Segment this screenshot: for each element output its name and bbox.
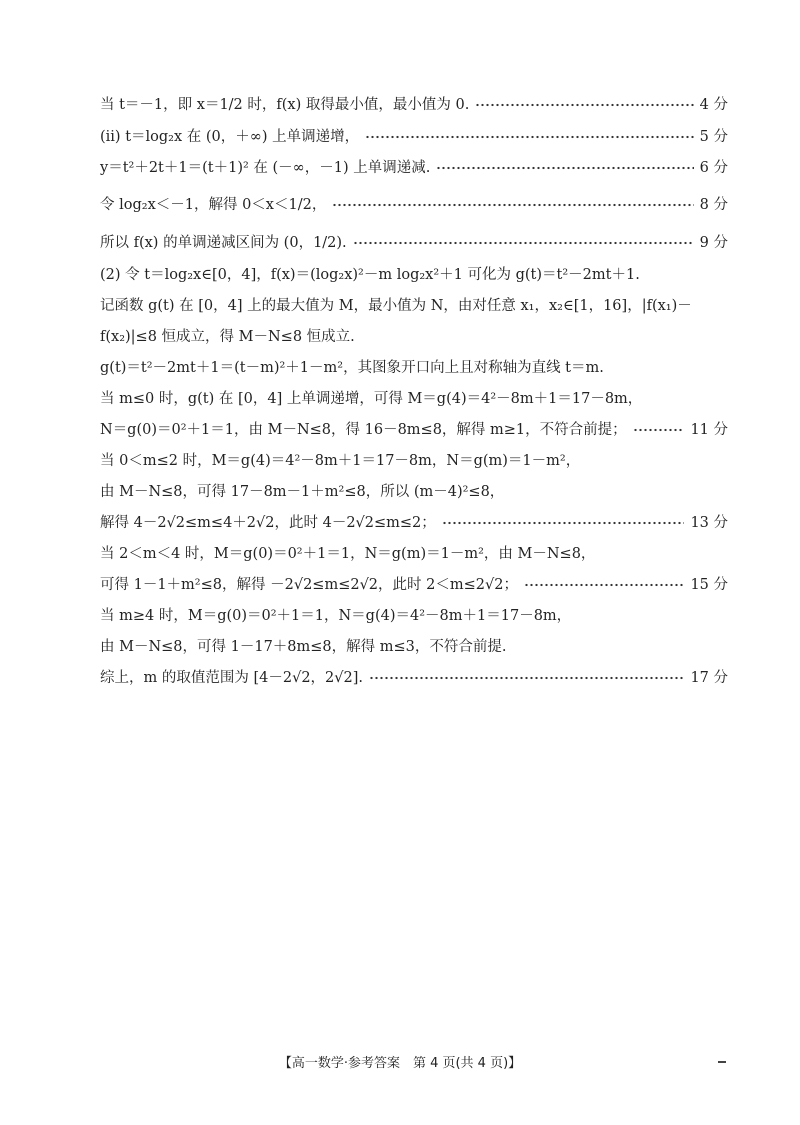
solution-text: (ⅱ) t＝log₂x 在 (0，＋∞) 上单调递增， — [100, 129, 360, 145]
solution-line-19 — [100, 667, 728, 689]
solution-text: f(x₂)|≤8 恒成立，得 M－N≤8 恒成立. — [100, 329, 355, 345]
solution-text: 记函数 g(t) 在 [0，4] 上的最大值为 M，最小值为 N，由对任意 x₁，x₂∈[1，16]，|f(x₁)－ — [100, 298, 692, 314]
solution-line-2 — [100, 126, 728, 148]
solution-line-17 — [100, 605, 728, 627]
page-footer: 【高一数学·参考答案 第 4 页(共 4 页)】 — [278, 1056, 522, 1071]
solution-text: 可得 1－1＋m²≤8，解得 －2√2≤m≤2√2，此时 2＜m≤2√2； — [100, 577, 518, 593]
dot-leader — [524, 583, 684, 587]
dot-leader — [436, 166, 693, 170]
solution-line-11 — [100, 419, 728, 441]
solution-text: 解得 4－2√2≤m≤4＋2√2，此时 4－2√2≤m≤2； — [100, 515, 436, 531]
score-label: 5 分 — [699, 129, 728, 145]
solution-content — [100, 88, 728, 698]
solution-text: 当 m≥4 时，M＝g(0)＝0²＋1＝1，N＝g(4)＝4²－8m＋1＝17－8m， — [100, 608, 572, 624]
solution-text: 所以 f(x) 的单调递减区间为 (0，1/2). — [100, 235, 347, 251]
solution-text: y＝t²＋2t＋1＝(t＋1)² 在 (－∞，－1) 上单调递减. — [100, 160, 431, 176]
solution-text: 当 2＜m＜4 时，M＝g(0)＝0²＋1＝1，N＝g(m)＝1－m²，由 M－N≤8， — [100, 546, 596, 562]
score-label: 15 分 — [690, 577, 728, 593]
dot-leader — [475, 103, 693, 107]
dot-leader — [365, 135, 694, 139]
solution-line-15 — [100, 543, 728, 565]
dot-leader — [442, 521, 685, 525]
solution-text: 由 M－N≤8，可得 17－8m－1＋m²≤8，所以 (m－4)²≤8， — [100, 484, 505, 500]
solution-line-6 — [100, 264, 728, 286]
solution-line-10 — [100, 388, 728, 410]
score-label: 11 分 — [690, 422, 728, 438]
solution-text: 当 t＝－1，即 x＝1/2 时，f(x) 取得最小值，最小值为 0. — [100, 97, 470, 113]
dot-leader — [332, 203, 693, 207]
solution-line-12 — [100, 450, 728, 472]
solution-line-3 — [100, 157, 728, 179]
solution-text: 综上，m 的取值范围为 [4－2√2，2√2]. — [100, 670, 363, 686]
solution-line-4 — [100, 188, 728, 222]
score-label: 8 分 — [699, 197, 728, 213]
solution-text: 令 log₂x＜－1，解得 0＜x＜1/2， — [100, 197, 327, 213]
dot-leader — [633, 428, 685, 432]
solution-line-9 — [100, 357, 728, 379]
solution-text: 当 0＜m≤2 时，M＝g(4)＝4²－8m＋1＝17－8m，N＝g(m)＝1－m²， — [100, 453, 581, 469]
solution-line-16 — [100, 574, 728, 596]
solution-line-7 — [100, 295, 728, 317]
solution-line-18 — [100, 636, 728, 658]
dot-leader — [353, 241, 694, 245]
score-label: 13 分 — [690, 515, 728, 531]
solution-text: 由 M－N≤8，可得 1－17＋8m≤8，解得 m≤3，不符合前提. — [100, 639, 507, 655]
corner-mark — [718, 1061, 726, 1063]
solution-text: (2) 令 t＝log₂x∈[0，4]，f(x)＝(log₂x)²－m log₂x²＋1 可化为 g(t)＝t²－2mt＋1. — [100, 267, 640, 283]
solution-line-13 — [100, 481, 728, 503]
solution-text: g(t)＝t²－2mt＋1＝(t－m)²＋1－m²，其图象开口向上且对称轴为直线 t＝m. — [100, 360, 604, 376]
solution-line-14 — [100, 512, 728, 534]
score-label: 6 分 — [699, 160, 728, 176]
solution-line-1 — [100, 88, 728, 122]
score-label: 9 分 — [699, 235, 728, 251]
dot-leader — [369, 676, 684, 680]
solution-line-5 — [100, 226, 728, 260]
solution-text: N＝g(0)＝0²＋1＝1，由 M－N≤8，得 16－8m≤8，解得 m≥1，不符合前提； — [100, 422, 627, 438]
solution-text: 当 m≤0 时，g(t) 在 [0，4] 上单调递增，可得 M＝g(4)＝4²－8m＋1＝17－8m， — [100, 391, 643, 407]
score-label: 17 分 — [690, 670, 728, 686]
score-label: 4 分 — [699, 97, 728, 113]
solution-line-8 — [100, 326, 728, 348]
